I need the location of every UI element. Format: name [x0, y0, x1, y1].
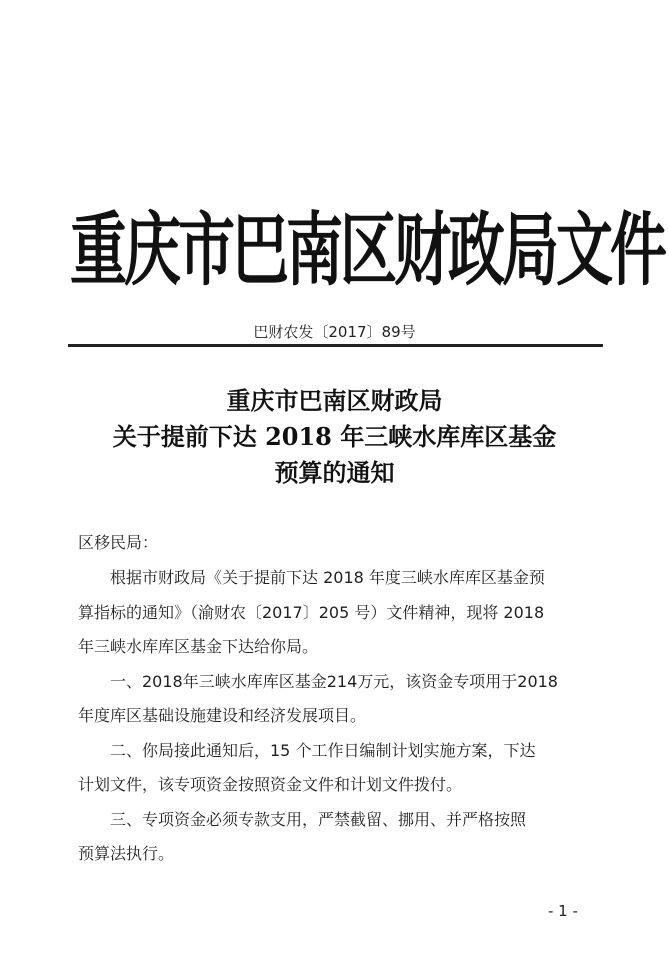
body-line: 计划文件，该专项资金按照资金文件和计划文件拨付。 [78, 775, 463, 794]
body-line: 年三峡水库库区基金下达给你局。 [78, 637, 319, 656]
body-line: 二、你局接此通知后，15 个工作日编制计划实施方案，下达 [110, 741, 536, 760]
notice-title-line-3: 预算的通知 [274, 458, 395, 487]
body-line: 根据市财政局《关于提前下达 2018 年度三峡水库库区基金预 [110, 568, 545, 587]
notice-title-line-1: 重庆市巴南区财政局 [226, 386, 443, 415]
masthead-title: 重庆市巴南区财政局文件 [70, 203, 664, 298]
body-line: 三、专项资金必须专款支用，严禁截留、挪用、并严格按照 [110, 810, 527, 829]
body-line: 一、2018年三峡水库库区基金214万元，该资金专项用于2018 [110, 672, 558, 691]
header-divider [68, 344, 603, 347]
notice-title-line-2: 关于提前下达 2018 年三峡水库库区基金 [112, 422, 557, 451]
document-number: 巴财农发〔2017〕89号 [253, 323, 416, 341]
body-line: 年度库区基础设施建设和经济发展项目。 [78, 706, 367, 725]
body-line: 算指标的通知》（渝财农〔2017〕205 号）文件精神，现将 2018 [78, 603, 545, 622]
page-number: - 1 - [548, 902, 578, 920]
body-line: 预算法执行。 [78, 844, 175, 863]
salutation: 区移民局： [78, 533, 159, 552]
